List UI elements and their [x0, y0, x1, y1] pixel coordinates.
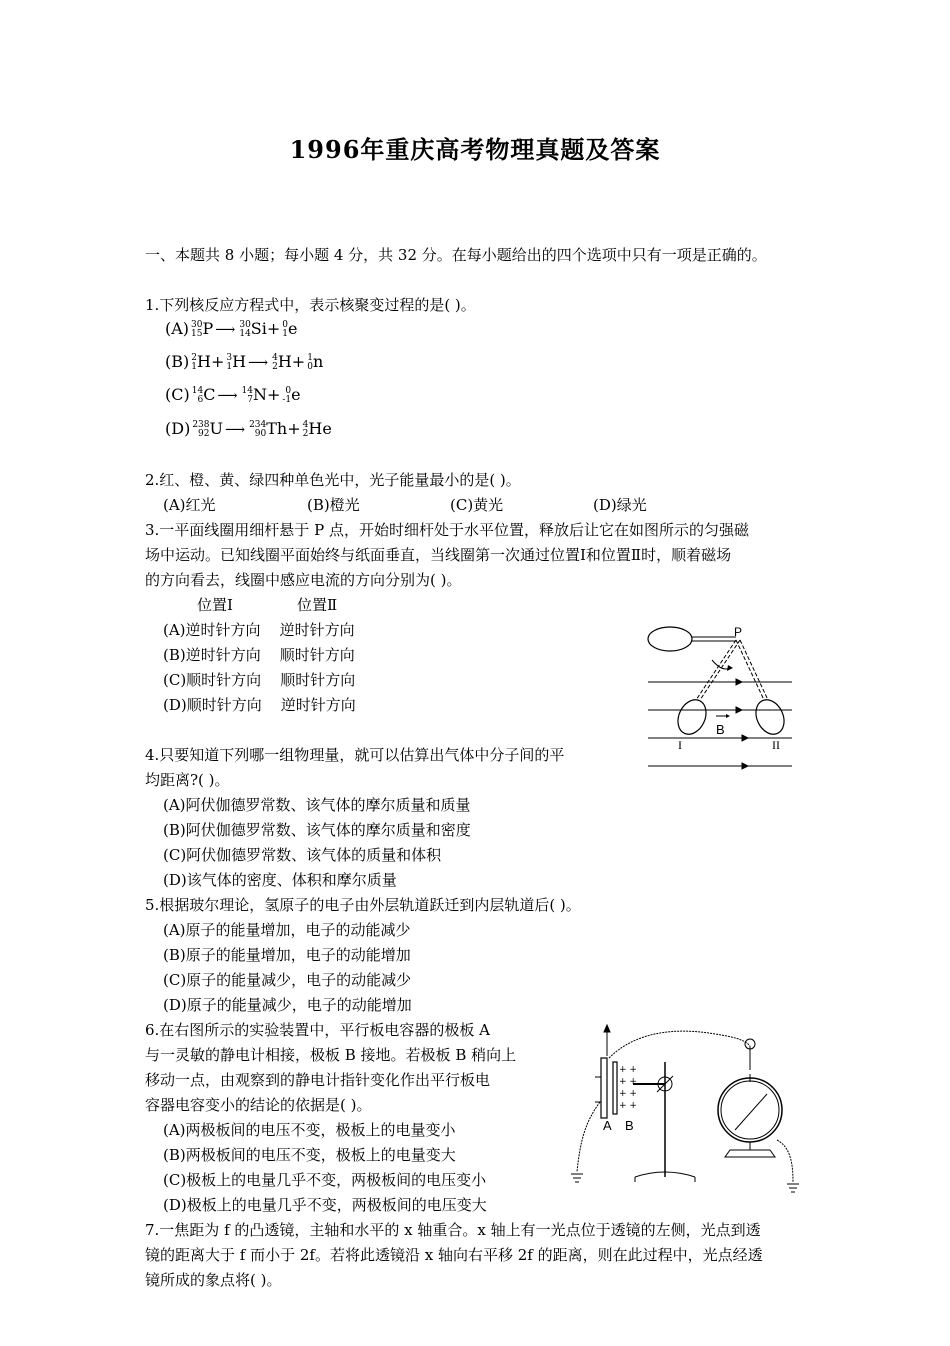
q7-stem-line2: 镜的距离大于 f 而小于 2f。若将此透镜沿 x 轴向右平移 2f 的距离，则在此过程中，光点经透: [145, 1246, 763, 1264]
q3-label-p: P: [734, 625, 743, 639]
plus-sign: +: [287, 419, 301, 438]
mass-number: 234: [249, 419, 267, 430]
q3-stem-line2: 场中运动。已知线圈平面始终与纸面垂直，当线圈第一次通过位置Ⅰ和位置Ⅱ时，顺着磁场: [145, 546, 732, 564]
element-symbol: e: [291, 385, 301, 404]
q2-option-b: (B)橙光: [307, 496, 360, 514]
isotope-numbers: [192, 421, 209, 439]
q6-option-c: (C)极板上的电量几乎不变，两极板间的电压变小: [163, 1171, 487, 1189]
element-symbol: Si: [250, 319, 267, 338]
q1-option-c: [165, 384, 301, 407]
element-symbol: H: [196, 352, 211, 371]
q4-option-c: (C)阿伏伽德罗常数、该气体的质量和体积: [163, 846, 442, 864]
q3-option-b: (B)逆时针方向 顺时针方向: [163, 646, 355, 664]
q3-label-b: B: [716, 722, 725, 737]
q1-stem: 1.下列核反应方程式中，表示核聚变过程的是( )。: [145, 296, 476, 314]
q3-option-d: (D)顺时针方向 逆时针方向: [163, 696, 356, 714]
mass-number: 30: [239, 319, 251, 330]
element-symbol: e: [288, 319, 298, 338]
q6-label-b: B: [625, 1118, 634, 1133]
option-label: (D): [165, 419, 191, 438]
atomic-number: 6: [197, 394, 204, 405]
q6-option-a: (A)两极板间的电压不变，极板上的电量变小: [163, 1121, 456, 1139]
q6-stem-line3: 移动一点，由观察到的静电计指针变化作出平行板电: [145, 1071, 491, 1089]
mass-number: 4: [272, 352, 278, 363]
element-symbol: C: [203, 385, 216, 404]
mass-number: 4: [302, 419, 309, 430]
mass-number: 0: [282, 319, 289, 330]
q6-stem-line4: 容器电容变小的结论的依据是( )。: [145, 1096, 372, 1114]
q5-option-d: (D)原子的能量减少，电子的动能增加: [163, 996, 412, 1014]
element-symbol: He: [308, 419, 332, 438]
element-symbol: H: [232, 352, 247, 371]
isotope-numbers: [192, 387, 203, 405]
q6-stem-line1: 6.在右图所示的实验装置中，平行板电容器的极板 A: [145, 1021, 490, 1039]
q2-option-a: (A)红光: [163, 496, 216, 514]
mass-number: 14: [241, 385, 253, 396]
section-heading: 一、本题共 8 小题；每小题 4 分，共 32 分。在每小题给出的四个选项中只有一项是正确的。: [145, 246, 767, 264]
q5-option-a: (A)原子的能量增加，电子的动能减少: [163, 921, 411, 939]
q7-stem-line3: 镜所成的象点将( )。: [145, 1271, 282, 1289]
q3-option-c: (C)顺时针方向 顺时针方向: [163, 671, 356, 689]
q3-stem-line1: 3.一平面线圈用细杆悬于 P 点，开始时细杆处于水平位置，释放后让它在如图所示的匀强磁: [145, 521, 749, 539]
q2-option-d: (D)绿光: [593, 496, 647, 514]
atomic-number: 2: [272, 361, 278, 372]
atomic-number: -1: [282, 394, 292, 405]
plus-sign: +: [210, 352, 225, 371]
q4-option-a: (A)阿伏伽德罗常数、该气体的摩尔质量和质量: [163, 796, 471, 814]
q5-option-c: (C)原子的能量减少，电子的动能减少: [163, 971, 412, 989]
q2-option-c: (C)黄光: [450, 496, 504, 514]
element-symbol: N: [252, 385, 267, 404]
mass-number: 14: [191, 385, 204, 396]
q3-label-ii: II: [772, 738, 780, 752]
element-symbol: P: [202, 319, 214, 338]
element-symbol: H: [277, 352, 292, 371]
atomic-number: 0: [307, 361, 313, 372]
q1-option-a: [165, 318, 297, 341]
isotope-numbers: [249, 421, 266, 439]
q6-option-b: (B)两极板间的电压不变，极板上的电量变大: [163, 1146, 456, 1164]
option-label: (B): [165, 352, 190, 371]
plus-sign: +: [291, 352, 306, 371]
q3-stem-line3: 的方向看去，线圈中感应电流的方向分别为( )。: [145, 571, 462, 589]
option-label: (C): [165, 385, 190, 404]
atomic-number: 15: [191, 328, 203, 339]
svg-text:+ +: + +: [619, 1065, 637, 1075]
q6-electroscope-figure: [565, 1022, 805, 1200]
q3-magnetic-field-figure: [640, 620, 800, 775]
q4-stem-line1: 4.只要知道下列哪一组物理量，就可以估算出气体中分子间的平: [145, 746, 565, 764]
atomic-number: 14: [239, 328, 251, 339]
atomic-number: 1: [226, 361, 233, 372]
isotope-numbers: [239, 321, 250, 339]
q3-header-position-2: 位置Ⅱ: [297, 596, 338, 614]
plus-sign: +: [266, 385, 281, 404]
mass-number: 238: [192, 419, 210, 430]
option-label: (A): [165, 319, 190, 338]
q6-option-d: (D)极板上的电量几乎不变，两极板间的电压变大: [163, 1196, 487, 1214]
q3-header-position-1: 位置Ⅰ: [197, 596, 233, 614]
q6-stem-line2: 与一灵敏的静电计相接，极板 B 接地。若极板 B 稍向上: [145, 1046, 517, 1064]
q3-option-a: (A)逆时针方向 逆时针方向: [163, 621, 355, 639]
q3-label-i: I: [678, 738, 682, 752]
q1-option-b: [165, 351, 323, 374]
mass-number: 2: [191, 352, 197, 363]
isotope-numbers: [242, 387, 253, 405]
reaction-arrow-icon: ⟶: [217, 388, 238, 404]
q5-option-b: (B)原子的能量增加，电子的动能增加: [163, 946, 411, 964]
svg-text:+ +: + +: [619, 1077, 637, 1087]
q5-stem: 5.根据玻尔理论，氢原子的电子由外层轨道跃迁到内层轨道后( )。: [145, 896, 581, 914]
isotope-numbers: [282, 387, 291, 405]
element-symbol: n: [312, 352, 324, 371]
element-symbol: U: [209, 419, 223, 438]
reaction-arrow-icon: ⟶: [248, 355, 269, 371]
reaction-arrow-icon: ⟶: [215, 322, 236, 338]
atomic-number: 1: [191, 361, 197, 372]
q1-option-d: [165, 418, 332, 441]
q4-option-b: (B)阿伏伽德罗常数、该气体的摩尔质量和密度: [163, 821, 471, 839]
svg-text:+ +: + +: [619, 1089, 637, 1099]
q7-stem-line1: 7.一焦距为 f 的凸透镜，主轴和水平的 x 轴重合。x 轴上有一光点位于透镜的左侧，光点到透: [145, 1221, 761, 1239]
element-symbol: Th: [266, 419, 288, 438]
mass-number: 3: [226, 352, 233, 363]
atomic-number: 90: [254, 428, 267, 439]
atomic-number: 1: [282, 328, 289, 339]
atomic-number: 2: [302, 428, 309, 439]
mass-number: 1: [307, 352, 313, 363]
svg-text:+ +: + +: [619, 1101, 637, 1111]
page-title: 1996年重庆高考物理真题及答案: [289, 135, 661, 164]
q6-label-a: A: [603, 1118, 612, 1133]
q2-stem: 2.红、橙、黄、绿四种单色光中，光子能量最小的是( )。: [145, 471, 521, 489]
q4-option-d: (D)该气体的密度、体积和摩尔质量: [163, 871, 397, 889]
atomic-number: 92: [198, 428, 210, 439]
reaction-arrow-icon: ⟶: [224, 422, 246, 438]
isotope-numbers: [191, 321, 202, 339]
plus-sign: +: [266, 319, 281, 338]
mass-number: 30: [191, 319, 203, 330]
mass-number: 0: [285, 385, 292, 396]
q4-stem-line2: 均距离?( )。: [145, 771, 230, 789]
atomic-number: 7: [247, 394, 253, 405]
